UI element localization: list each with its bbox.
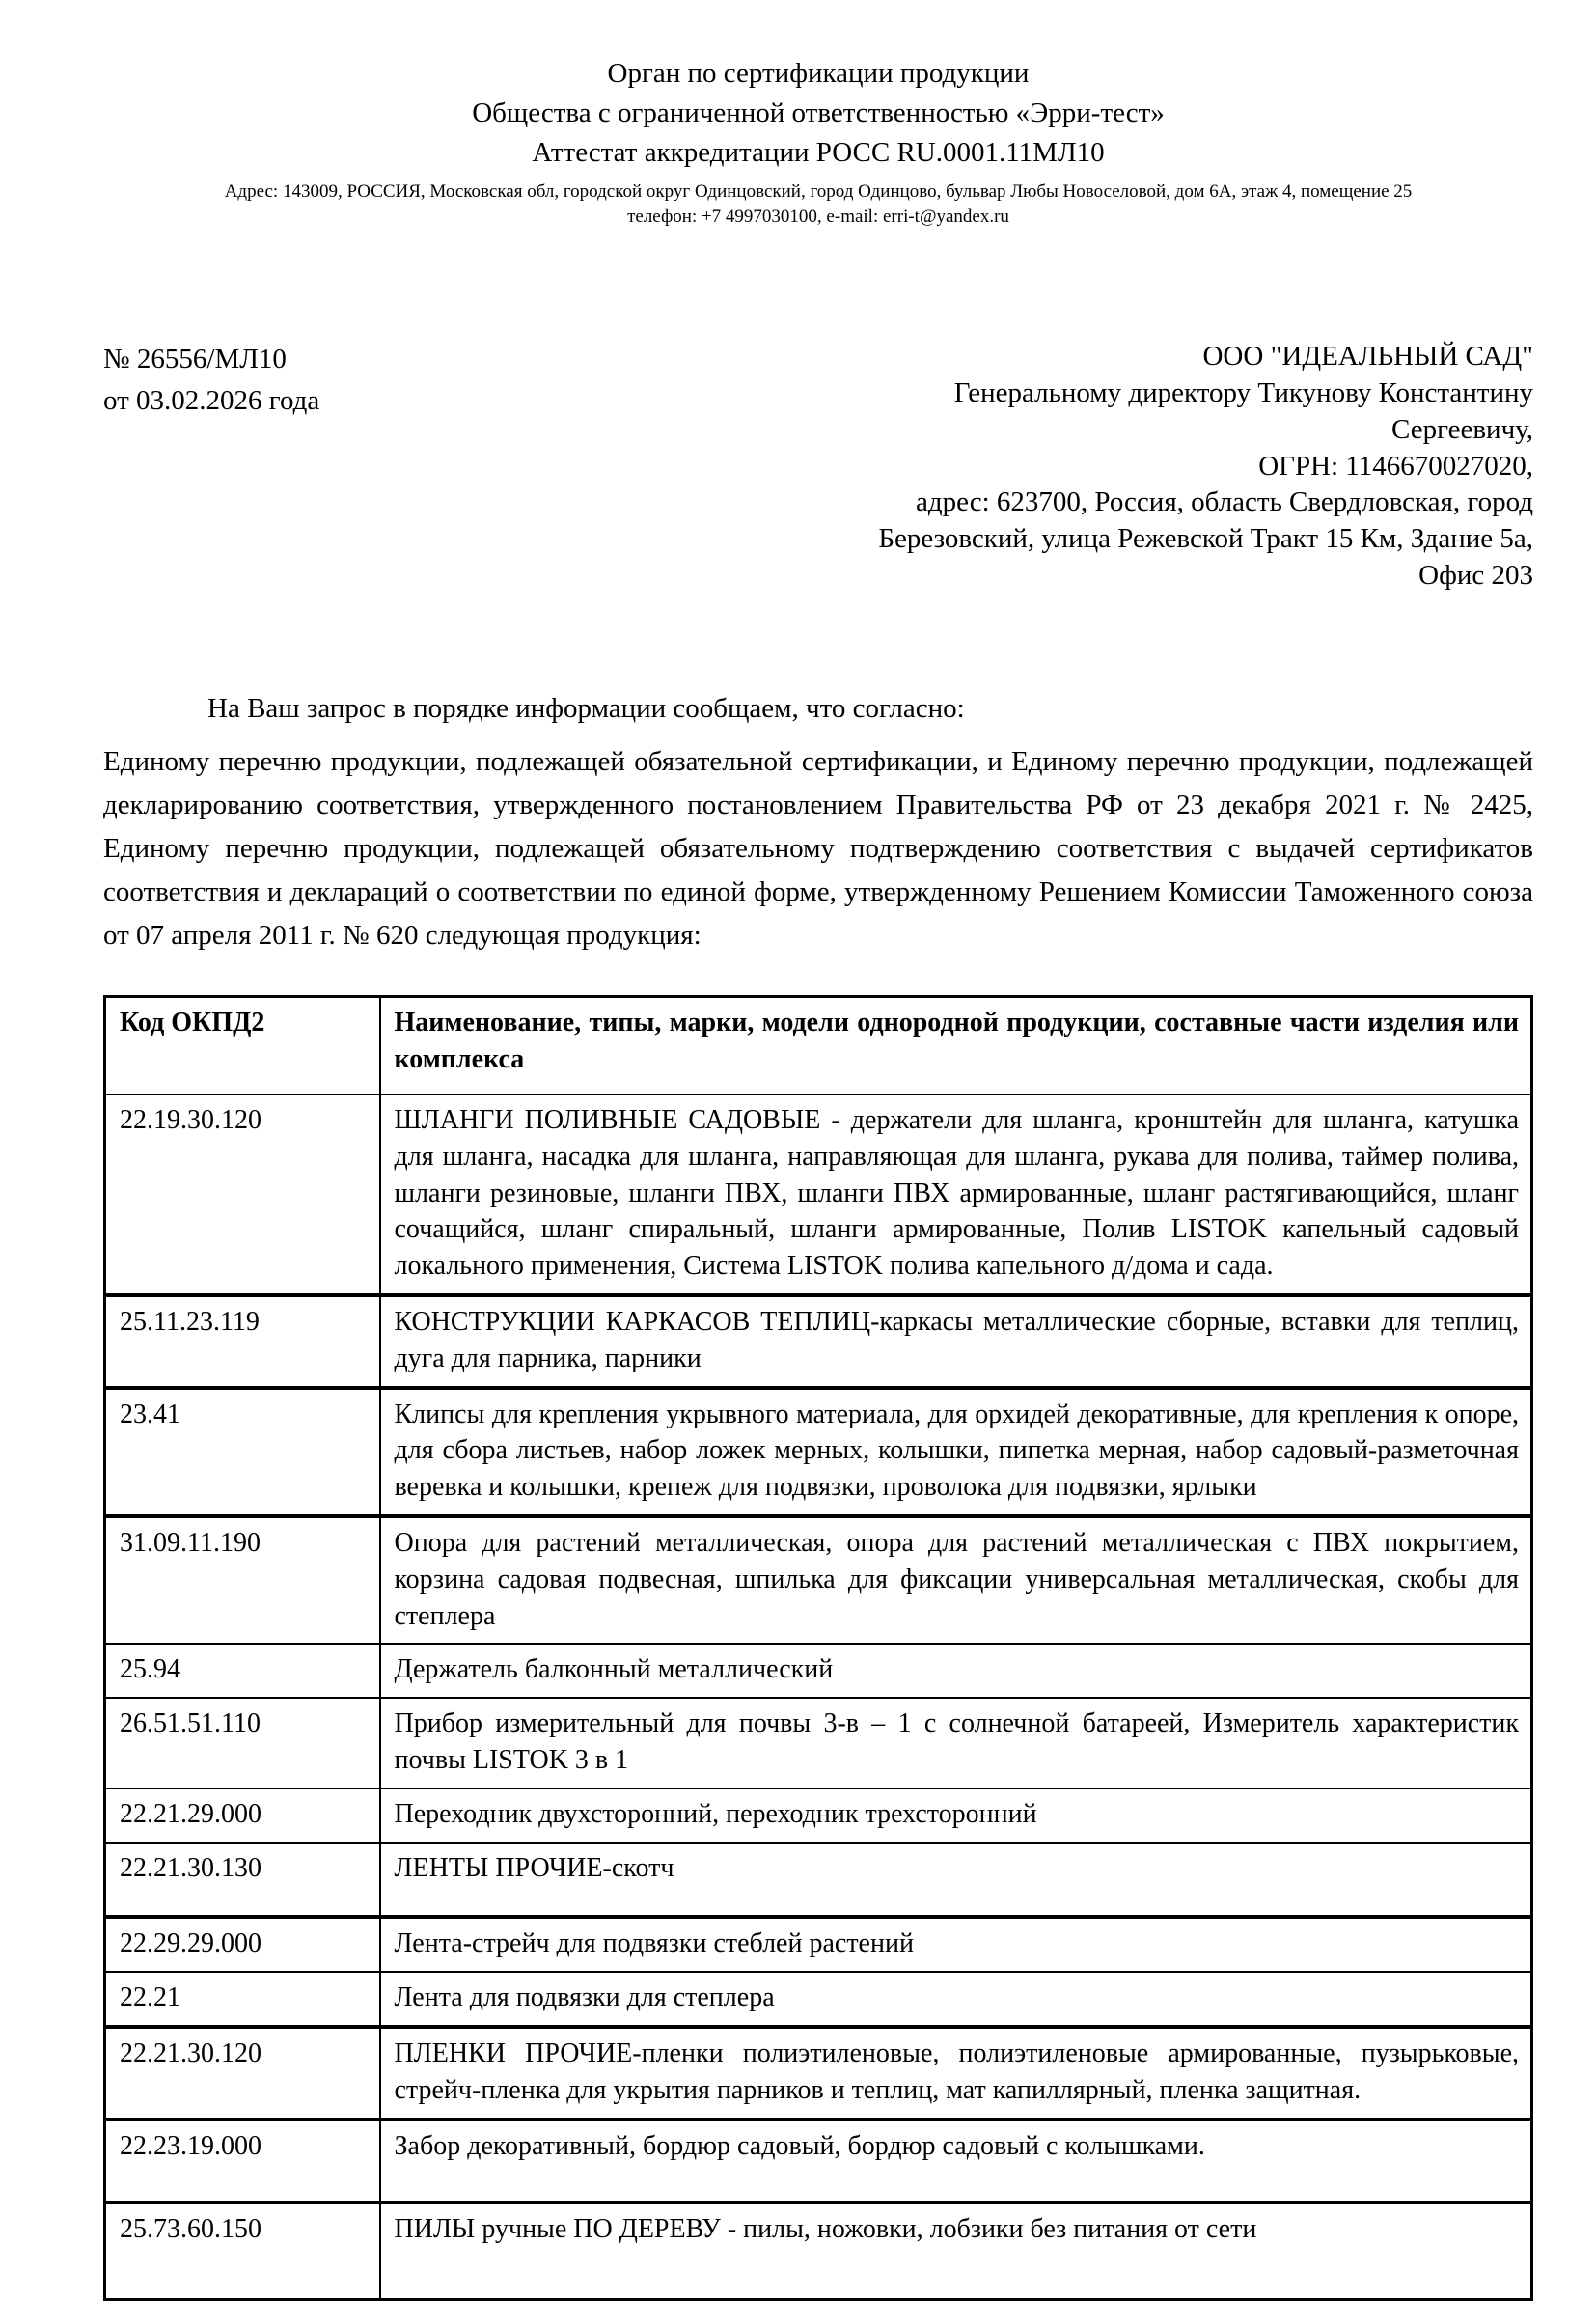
letterhead	[103, 54, 1533, 231]
table-row	[105, 1095, 1532, 1295]
product-code-cell: 26.51.51.110	[105, 1698, 380, 1788]
table-row	[105, 2027, 1532, 2120]
letterhead-org-line1: Орган по сертификации продукции	[607, 58, 1030, 89]
product-name-cell: ШЛАНГИ ПОЛИВНЫЕ САДОВЫЕ - держатели для шланга, кронштейн для шланга, катушка для шланга, насадка для шланга, направляющая для шланга, рукава для полива, таймер полива, шланги резиновые, шланги ПВХ, шланги ПВХ армированные, шланг растягивающийся, шланг сочащийся, шланг спиральный, шланги армированные, Полив LISTOK капельный садовый локального применения, Система LISTOK полива капельного д/дома и сада.	[380, 1095, 1532, 1295]
column-header-name: Наименование, типы, марки, модели однородной продукции, составные части изделия или комплекса	[380, 997, 1532, 1095]
table-row	[105, 1388, 1532, 1516]
table-header-row	[105, 997, 1532, 1095]
letterhead-org-line2: Общества с ограниченной ответственностью «Эрри-тест»	[472, 97, 1165, 129]
product-code-cell: 23.41	[105, 1388, 380, 1516]
column-header-code: Код ОКПД2	[105, 997, 380, 1095]
table-row	[105, 1843, 1532, 1918]
recipient-line: Сергеевичу,	[1391, 413, 1533, 445]
product-name-cell: КОНСТРУКЦИИ КАРКАСОВ ТЕПЛИЦ-каркасы металлические сборные, вставки для теплиц, дуга для парника, парники	[380, 1295, 1532, 1388]
table-row	[105, 1516, 1532, 1644]
letterhead-address: Адрес: 143009, РОССИЯ, Московская обл, городской округ Одинцовский, город Одинцово, бульвар Любы Новоселовой, дом 6А, этаж 4, помещение 25	[224, 180, 1413, 202]
intro-sentence: На Ваш запрос в порядке информации сообщаем, что согласно:	[207, 693, 965, 725]
product-name-cell: Клипсы для крепления укрывного материала, для орхидей декоративные, для крепления к опоре, для сбора листьев, набор ложек мерных, колышки, пипетка мерная, набор садовый-разметочная веревка и колышки, крепеж для подвязки, проволока для подвязки, ярлыки	[380, 1388, 1532, 1516]
product-name-cell: Забор декоративный, бордюр садовый, бордюр садовый с колышками.	[380, 2120, 1532, 2204]
letter-date: от 03.02.2026 года	[103, 384, 320, 416]
product-name-cell: Переходник двухсторонний, переходник трехсторонний	[380, 1788, 1532, 1843]
product-code-cell: 31.09.11.190	[105, 1516, 380, 1644]
product-code-cell: 22.21.30.130	[105, 1843, 380, 1918]
table-row	[105, 1295, 1532, 1388]
product-code-cell: 22.19.30.120	[105, 1095, 380, 1295]
product-name-cell: Лента-стрейч для подвязки стеблей растений	[380, 1917, 1532, 1972]
product-name-cell: ПИЛЫ ручные ПО ДЕРЕВУ - пилы, ножовки, лобзики без питания от сети	[380, 2203, 1532, 2299]
recipient-line: Генеральному директору Тикунову Константину	[953, 377, 1533, 409]
product-code-cell: 22.23.19.000	[105, 2120, 380, 2204]
table-row	[105, 1917, 1532, 1972]
product-name-cell: Лента для подвязки для степлера	[380, 1972, 1532, 2027]
product-name-cell: Опора для растений металлическая, опора для растений металлическая с ПВХ покрытием, корзина садовая подвесная, шпилька для фиксации универсальная металлическая, скобы для степлера	[380, 1516, 1532, 1644]
recipient-block	[878, 339, 1533, 594]
table-row	[105, 1972, 1532, 2027]
product-name-cell: Прибор измерительный для почвы 3-в – 1 с солнечной батареей, Измеритель характеристик почвы LISTOK 3 в 1	[380, 1698, 1532, 1788]
table-row	[105, 1788, 1532, 1843]
letter-body	[103, 688, 1533, 956]
product-name-cell: ЛЕНТЫ ПРОЧИЕ-скотч	[380, 1843, 1532, 1918]
table-row	[105, 2203, 1532, 2299]
letterhead-accreditation: Аттестат аккредитации РОСС RU.0001.11МЛ10	[532, 137, 1105, 169]
table-row	[105, 1644, 1532, 1698]
letter-number: № 26556/МЛ10	[103, 344, 287, 375]
recipient-line: адрес: 623700, Россия, область Свердловская, город	[916, 486, 1533, 518]
recipient-line: Офис 203	[1418, 559, 1533, 591]
recipient-line: Березовский, улица Режевской Тракт 15 Км, Здание 5а,	[878, 522, 1533, 554]
recipient-line: ООО "ИДЕАЛЬНЫЙ САД"	[1202, 341, 1533, 373]
reference-block	[103, 339, 319, 420]
table-row	[105, 2120, 1532, 2204]
product-code-cell: 25.94	[105, 1644, 380, 1698]
product-code-cell: 22.21.29.000	[105, 1788, 380, 1843]
reference-recipient-row	[103, 339, 1533, 594]
table-row	[105, 1698, 1532, 1788]
product-name-cell: Держатель балконный металлический	[380, 1644, 1532, 1698]
main-paragraph: Единому перечню продукции, подлежащей обязательной сертификации, и Единому перечню продукции, подлежащей декларированию соответствия, утвержденного постановлением Правительства РФ от 23 декабря 2021 г. № 2425, Единому перечню продукции, подлежащей обязательному подтверждению соответствия с выдачей сертификатов соответствия и деклараций о соответствии по единой форме, утвержденному Решением Комиссии Таможенного союза от 07 апреля 2011 г. № 620 следующая продукция:	[103, 745, 1533, 951]
product-code-cell: 25.11.23.119	[105, 1295, 380, 1388]
product-code-cell: 22.21.30.120	[105, 2027, 380, 2120]
product-code-cell: 22.29.29.000	[105, 1917, 380, 1972]
products-table	[103, 995, 1533, 2301]
product-code-cell: 22.21	[105, 1972, 380, 2027]
product-code-cell: 25.73.60.150	[105, 2203, 380, 2299]
letterhead-contact: телефон: +7 4997030100, e-mail: erri-t@yandex.ru	[627, 207, 1009, 228]
product-name-cell: ПЛЕНКИ ПРОЧИЕ-пленки полиэтиленовые, полиэтиленовые армированные, пузырьковые, стрейч-пленка для укрытия парников и теплиц, мат капиллярный, пленка защитная.	[380, 2027, 1532, 2120]
recipient-line: ОГРН: 1146670027020,	[1258, 450, 1533, 482]
